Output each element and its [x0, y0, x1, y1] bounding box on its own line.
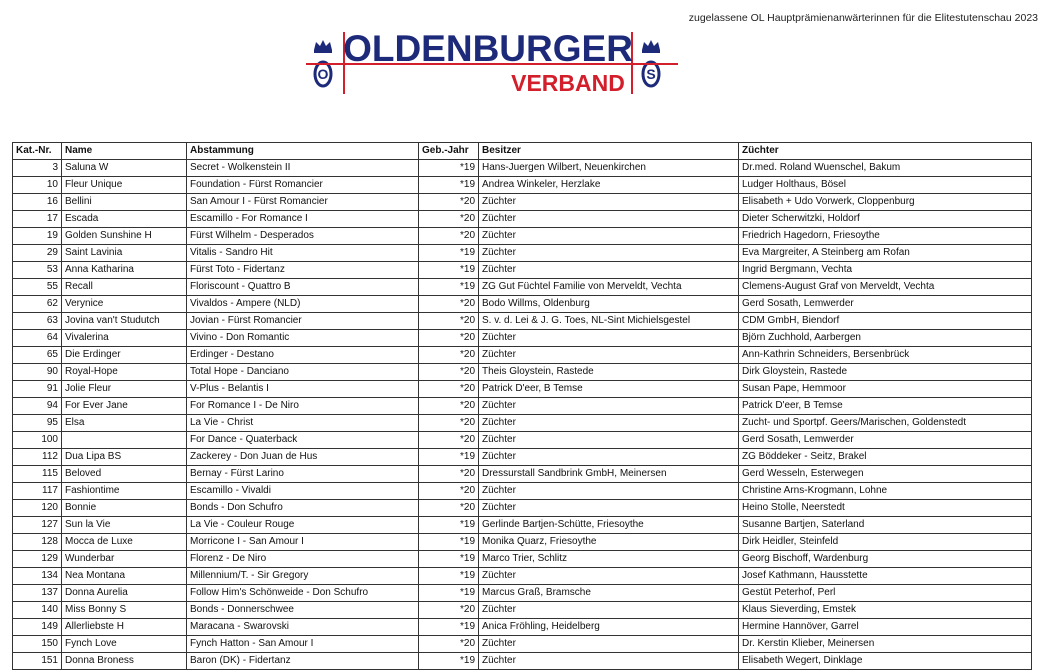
column-header-abstammung: Abstammung [187, 143, 419, 160]
table-row [13, 602, 1032, 619]
cell-besitzer: Züchter [479, 432, 739, 449]
cell-kat-nr: 91 [13, 381, 62, 398]
cell-zuechter: ZG Böddeker - Seitz, Brakel [739, 449, 1032, 466]
cell-name: Recall [62, 279, 187, 296]
cell-geb-jahr: *20 [419, 415, 479, 432]
cell-besitzer: Anica Fröhling, Heidelberg [479, 619, 739, 636]
cell-name: Bonnie [62, 500, 187, 517]
cell-name: Beloved [62, 466, 187, 483]
table-row [13, 228, 1032, 245]
cell-besitzer: Patrick D'eer, B Temse [479, 381, 739, 398]
cell-name: Sun la Vie [62, 517, 187, 534]
cell-zuechter: Ingrid Bergmann, Vechta [739, 262, 1032, 279]
table-row [13, 347, 1032, 364]
logo-graphic [306, 28, 678, 98]
cell-geb-jahr: *19 [419, 534, 479, 551]
cell-abstammung: For Romance I - De Niro [187, 398, 419, 415]
cell-geb-jahr: *19 [419, 653, 479, 670]
cell-abstammung: For Dance - Quaterback [187, 432, 419, 449]
cell-zuechter: Clemens-August Graf von Merveldt, Vechta [739, 279, 1032, 296]
table-row [13, 568, 1032, 585]
cell-zuechter: Gerd Sosath, Lemwerder [739, 296, 1032, 313]
cell-abstammung: Zackerey - Don Juan de Hus [187, 449, 419, 466]
cell-besitzer: Züchter [479, 211, 739, 228]
cell-name: Miss Bonny S [62, 602, 187, 619]
table-row [13, 653, 1032, 670]
cell-zuechter: Josef Kathmann, Hausstette [739, 568, 1032, 585]
cell-kat-nr: 10 [13, 177, 62, 194]
cell-geb-jahr: *20 [419, 602, 479, 619]
cell-besitzer: Züchter [479, 500, 739, 517]
cell-kat-nr: 140 [13, 602, 62, 619]
cell-zuechter: Heino Stolle, Neerstedt [739, 500, 1032, 517]
cell-geb-jahr: *19 [419, 449, 479, 466]
cell-name: Allerliebste H [62, 619, 187, 636]
cell-besitzer: Züchter [479, 245, 739, 262]
cell-besitzer: Gerlinde Bartjen-Schütte, Friesoythe [479, 517, 739, 534]
table-row [13, 262, 1032, 279]
cell-geb-jahr: *19 [419, 262, 479, 279]
column-header-besitzer: Besitzer [479, 143, 739, 160]
cell-abstammung: Morricone I - San Amour I [187, 534, 419, 551]
cell-besitzer: Marco Trier, Schlitz [479, 551, 739, 568]
cell-kat-nr: 53 [13, 262, 62, 279]
cell-abstammung: Floriscount - Quattro B [187, 279, 419, 296]
table-row [13, 432, 1032, 449]
table-row [13, 398, 1032, 415]
cell-geb-jahr: *20 [419, 347, 479, 364]
table-row [13, 364, 1032, 381]
cell-geb-jahr: *20 [419, 432, 479, 449]
cell-kat-nr: 129 [13, 551, 62, 568]
column-header-geb-jahr: Geb.-Jahr [419, 143, 479, 160]
cell-name: Anna Katharina [62, 262, 187, 279]
table-row [13, 636, 1032, 653]
cell-kat-nr: 16 [13, 194, 62, 211]
cell-abstammung: Baron (DK) - Fidertanz [187, 653, 419, 670]
cell-zuechter: CDM GmbH, Biendorf [739, 313, 1032, 330]
cell-zuechter: Susanne Bartjen, Saterland [739, 517, 1032, 534]
cell-abstammung: Escamillo - For Romance I [187, 211, 419, 228]
cell-besitzer: Marcus Graß, Bramsche [479, 585, 739, 602]
cell-name: Saint Lavinia [62, 245, 187, 262]
table-row [13, 245, 1032, 262]
cell-besitzer: Theis Gloystein, Rastede [479, 364, 739, 381]
cell-geb-jahr: *19 [419, 585, 479, 602]
cell-besitzer: Züchter [479, 602, 739, 619]
cell-besitzer: Züchter [479, 194, 739, 211]
cell-abstammung: Escamillo - Vivaldi [187, 483, 419, 500]
cell-zuechter: Dirk Heidler, Steinfeld [739, 534, 1032, 551]
cell-besitzer: Andrea Winkeler, Herzlake [479, 177, 739, 194]
cell-name: Saluna W [62, 160, 187, 177]
cell-zuechter: Elisabeth + Udo Vorwerk, Cloppenburg [739, 194, 1032, 211]
cell-besitzer: Züchter [479, 653, 739, 670]
cell-abstammung: Bonds - Don Schufro [187, 500, 419, 517]
cell-geb-jahr: *20 [419, 466, 479, 483]
cell-kat-nr: 149 [13, 619, 62, 636]
cell-name: For Ever Jane [62, 398, 187, 415]
logo-main-word: OLDENBURGER [343, 28, 633, 69]
cell-zuechter: Gerd Wesseln, Esterwegen [739, 466, 1032, 483]
cell-name: Escada [62, 211, 187, 228]
cell-name [62, 432, 187, 449]
document-title: zugelassene OL Hauptprämienanwärterinnen für die Elitestutenschau 2023 [688, 12, 1038, 24]
table-row [13, 211, 1032, 228]
cell-geb-jahr: *20 [419, 364, 479, 381]
table-row [13, 619, 1032, 636]
cell-zuechter: Dirk Gloystein, Rastede [739, 364, 1032, 381]
logo-sub-word: VERBAND [511, 70, 625, 96]
cell-kat-nr: 128 [13, 534, 62, 551]
cell-geb-jahr: *19 [419, 517, 479, 534]
cell-zuechter: Dr. Kerstin Klieber, Meinersen [739, 636, 1032, 653]
cell-besitzer: Züchter [479, 636, 739, 653]
cell-kat-nr: 115 [13, 466, 62, 483]
cell-kat-nr: 64 [13, 330, 62, 347]
cell-besitzer: Bodo Willms, Oldenburg [479, 296, 739, 313]
cell-besitzer: Züchter [479, 415, 739, 432]
cell-name: Bellini [62, 194, 187, 211]
cell-zuechter: Klaus Sieverding, Emstek [739, 602, 1032, 619]
cell-name: Nea Montana [62, 568, 187, 585]
cell-abstammung: Vivino - Don Romantic [187, 330, 419, 347]
table-row [13, 415, 1032, 432]
cell-name: Donna Aurelia [62, 585, 187, 602]
cell-besitzer: Züchter [479, 483, 739, 500]
cell-name: Donna Broness [62, 653, 187, 670]
cell-zuechter: Patrick D'eer, B Temse [739, 398, 1032, 415]
cell-zuechter: Ludger Holthaus, Bösel [739, 177, 1032, 194]
cell-zuechter: Georg Bischoff, Wardenburg [739, 551, 1032, 568]
cell-abstammung: Florenz - De Niro [187, 551, 419, 568]
column-header-kat-nr: Kat.-Nr. [13, 143, 62, 160]
cell-zuechter: Dieter Scherwitzki, Holdorf [739, 211, 1032, 228]
cell-geb-jahr: *20 [419, 194, 479, 211]
cell-geb-jahr: *19 [419, 245, 479, 262]
cell-kat-nr: 151 [13, 653, 62, 670]
cell-name: Elsa [62, 415, 187, 432]
logo-right-letter: S [646, 66, 656, 82]
cell-abstammung: La Vie - Christ [187, 415, 419, 432]
cell-kat-nr: 134 [13, 568, 62, 585]
cell-abstammung: Foundation - Fürst Romancier [187, 177, 419, 194]
table-row [13, 449, 1032, 466]
cell-geb-jahr: *20 [419, 330, 479, 347]
cell-kat-nr: 65 [13, 347, 62, 364]
table-row [13, 279, 1032, 296]
cell-geb-jahr: *19 [419, 551, 479, 568]
cell-kat-nr: 120 [13, 500, 62, 517]
table-row [13, 177, 1032, 194]
cell-abstammung: Vitalis - Sandro Hit [187, 245, 419, 262]
cell-besitzer: Züchter [479, 228, 739, 245]
cell-geb-jahr: *20 [419, 500, 479, 517]
cell-geb-jahr: *20 [419, 398, 479, 415]
cell-kat-nr: 95 [13, 415, 62, 432]
cell-besitzer: Hans-Juergen Wilbert, Neuenkirchen [479, 160, 739, 177]
cell-besitzer: S. v. d. Lei & J. G. Toes, NL-Sint Michielsgestel [479, 313, 739, 330]
table-row [13, 500, 1032, 517]
cell-kat-nr: 90 [13, 364, 62, 381]
cell-geb-jahr: *20 [419, 636, 479, 653]
cell-name: Fashiontime [62, 483, 187, 500]
cell-kat-nr: 17 [13, 211, 62, 228]
cell-zuechter: Björn Zuchhold, Aarbergen [739, 330, 1032, 347]
cell-zuechter: Gestüt Peterhof, Perl [739, 585, 1032, 602]
cell-kat-nr: 112 [13, 449, 62, 466]
cell-abstammung: Fürst Toto - Fidertanz [187, 262, 419, 279]
cell-kat-nr: 150 [13, 636, 62, 653]
cell-kat-nr: 100 [13, 432, 62, 449]
cell-geb-jahr: *19 [419, 568, 479, 585]
cell-zuechter: Susan Pape, Hemmoor [739, 381, 1032, 398]
cell-name: Golden Sunshine H [62, 228, 187, 245]
cell-name: Mocca de Luxe [62, 534, 187, 551]
cell-zuechter: Friedrich Hagedorn, Friesoythe [739, 228, 1032, 245]
table-row [13, 296, 1032, 313]
cell-kat-nr: 62 [13, 296, 62, 313]
cell-zuechter: Ann-Kathrin Schneiders, Bersenbrück [739, 347, 1032, 364]
table-row [13, 466, 1032, 483]
cell-name: Jovina van't Studutch [62, 313, 187, 330]
cell-name: Royal-Hope [62, 364, 187, 381]
cell-besitzer: Züchter [479, 568, 739, 585]
cell-kat-nr: 63 [13, 313, 62, 330]
table-row [13, 313, 1032, 330]
cell-geb-jahr: *20 [419, 296, 479, 313]
cell-zuechter: Elisabeth Wegert, Dinklage [739, 653, 1032, 670]
cell-name: Dua Lipa BS [62, 449, 187, 466]
cell-geb-jahr: *20 [419, 228, 479, 245]
cell-abstammung: V-Plus - Belantis I [187, 381, 419, 398]
cell-abstammung: Millennium/T. - Sir Gregory [187, 568, 419, 585]
cell-abstammung: Jovian - Fürst Romancier [187, 313, 419, 330]
cell-abstammung: Bonds - Donnerschwee [187, 602, 419, 619]
cell-besitzer: Züchter [479, 398, 739, 415]
cell-abstammung: Follow Him's Schönweide - Don Schufro [187, 585, 419, 602]
cell-kat-nr: 3 [13, 160, 62, 177]
table-row [13, 160, 1032, 177]
cell-besitzer: Züchter [479, 330, 739, 347]
cell-abstammung: Total Hope - Danciano [187, 364, 419, 381]
cell-besitzer: ZG Gut Füchtel Familie von Merveldt, Vechta [479, 279, 739, 296]
cell-abstammung: Secret - Wolkenstein II [187, 160, 419, 177]
cell-abstammung: Bernay - Fürst Larino [187, 466, 419, 483]
cell-geb-jahr: *20 [419, 381, 479, 398]
cell-kat-nr: 55 [13, 279, 62, 296]
cell-besitzer: Züchter [479, 347, 739, 364]
cell-besitzer: Züchter [479, 262, 739, 279]
cell-kat-nr: 94 [13, 398, 62, 415]
table-row [13, 534, 1032, 551]
cell-kat-nr: 137 [13, 585, 62, 602]
cell-zuechter: Zucht- und Sportpf. Geers/Marischen, Goldenstedt [739, 415, 1032, 432]
cell-zuechter: Eva Margreiter, A Steinberg am Rofan [739, 245, 1032, 262]
cell-name: Vivalerina [62, 330, 187, 347]
table-row [13, 517, 1032, 534]
cell-kat-nr: 117 [13, 483, 62, 500]
cell-kat-nr: 127 [13, 517, 62, 534]
table-row [13, 194, 1032, 211]
cell-kat-nr: 19 [13, 228, 62, 245]
cell-geb-jahr: *20 [419, 211, 479, 228]
column-header-zuechter: Züchter [739, 143, 1032, 160]
cell-abstammung: Fürst Wilhelm - Desperados [187, 228, 419, 245]
cell-name: Wunderbar [62, 551, 187, 568]
cell-name: Fleur Unique [62, 177, 187, 194]
cell-geb-jahr: *19 [419, 619, 479, 636]
table-row [13, 483, 1032, 500]
cell-besitzer: Dressurstall Sandbrink GmbH, Meinersen [479, 466, 739, 483]
cell-geb-jahr: *19 [419, 160, 479, 177]
cell-zuechter: Gerd Sosath, Lemwerder [739, 432, 1032, 449]
table-body [13, 160, 1032, 670]
cell-abstammung: San Amour I - Fürst Romancier [187, 194, 419, 211]
cell-kat-nr: 29 [13, 245, 62, 262]
cell-geb-jahr: *20 [419, 483, 479, 500]
cell-abstammung: Fynch Hatton - San Amour I [187, 636, 419, 653]
cell-name: Jolie Fleur [62, 381, 187, 398]
cell-name: Die Erdinger [62, 347, 187, 364]
cell-zuechter: Christine Arns-Krogmann, Lohne [739, 483, 1032, 500]
cell-geb-jahr: *19 [419, 177, 479, 194]
cell-abstammung: La Vie - Couleur Rouge [187, 517, 419, 534]
cell-abstammung: Vivaldos - Ampere (NLD) [187, 296, 419, 313]
cell-besitzer: Züchter [479, 449, 739, 466]
cell-name: Verynice [62, 296, 187, 313]
cell-besitzer: Monika Quarz, Friesoythe [479, 534, 739, 551]
column-header-name: Name [62, 143, 187, 160]
mare-list-table [12, 142, 1032, 670]
cell-geb-jahr: *19 [419, 279, 479, 296]
table-row [13, 381, 1032, 398]
cell-zuechter: Hermine Hannöver, Garrel [739, 619, 1032, 636]
table-header-row [13, 143, 1032, 160]
table-row [13, 585, 1032, 602]
oldenburger-verband-logo [306, 28, 678, 98]
cell-name: Fynch Love [62, 636, 187, 653]
cell-abstammung: Maracana - Swarovski [187, 619, 419, 636]
table-row [13, 551, 1032, 568]
table-row [13, 330, 1032, 347]
cell-abstammung: Erdinger - Destano [187, 347, 419, 364]
cell-zuechter: Dr.med. Roland Wuenschel, Bakum [739, 160, 1032, 177]
logo-left-letter: O [317, 66, 329, 82]
cell-geb-jahr: *20 [419, 313, 479, 330]
